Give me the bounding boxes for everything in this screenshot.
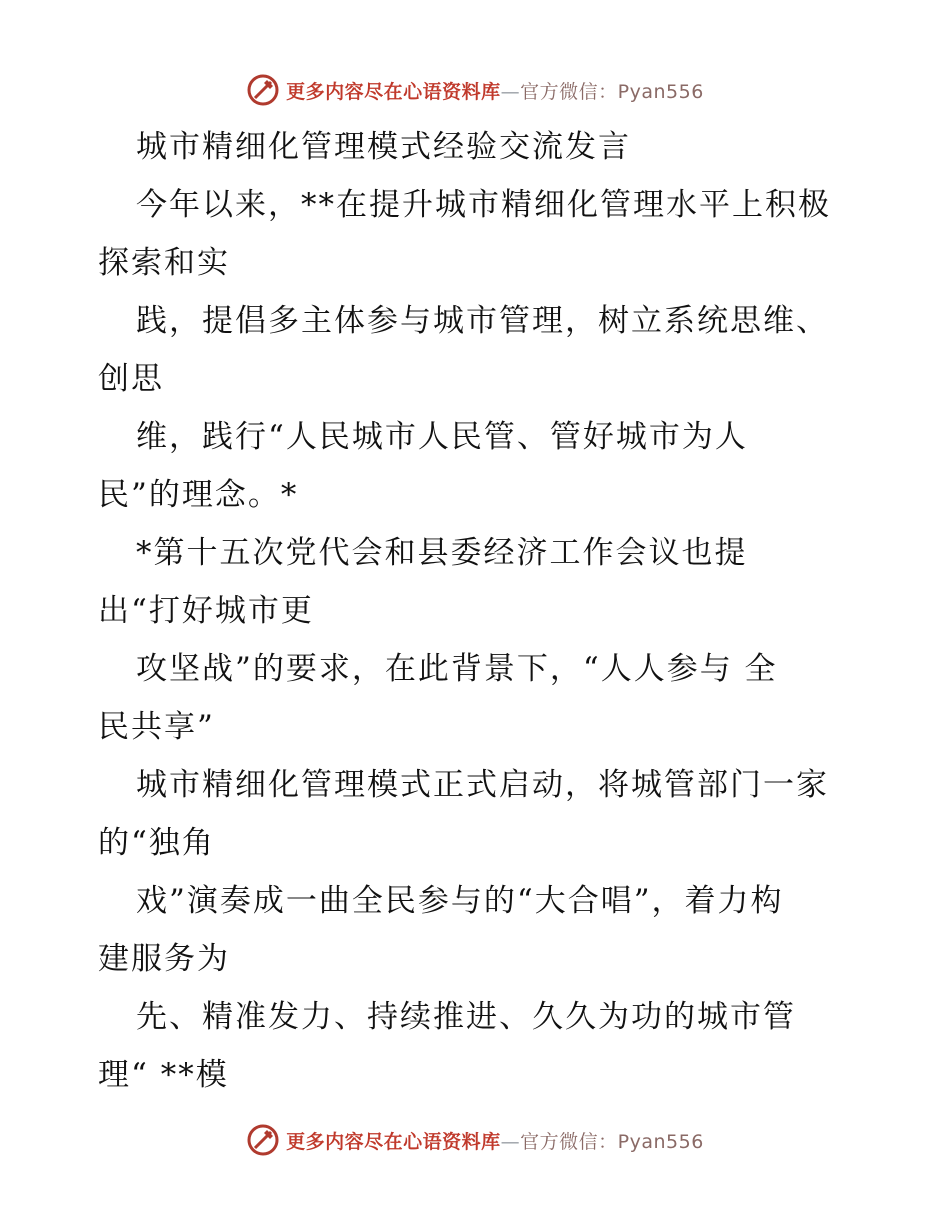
footer-banner (0, 1120, 950, 1160)
text-line: 出“打好城市更 (98, 593, 314, 629)
text-line: *第十五次党代会和县委经济工作会议也提 (136, 535, 748, 571)
banner-dash: — (500, 1130, 521, 1153)
text-line: 攻坚战”的要求，在此背景下，“人人参与 全 (136, 651, 778, 687)
header-banner (0, 70, 950, 110)
banner-text (286, 77, 704, 104)
text-line: 探索和实 (98, 245, 230, 281)
text-line: 创思 (98, 361, 164, 397)
banner-dash: — (500, 80, 521, 103)
banner-title: 更多内容尽在心语资料库 (286, 1130, 501, 1153)
document-title: 城市精细化管理模式经验交流发言 (136, 129, 631, 165)
text-line: 民共享” (98, 709, 215, 745)
banner-title: 更多内容尽在心语资料库 (286, 80, 501, 103)
text-line: 建服务为 (98, 941, 230, 977)
document-body (98, 118, 878, 1104)
text-line: 民”的理念。* (98, 477, 299, 513)
pen-logo-icon (246, 73, 280, 107)
text-line: 践，提倡多主体参与城市管理，树立系统思维、 (136, 303, 829, 339)
text-line: 城市精细化管理模式正式启动，将城管部门一家 (136, 767, 829, 803)
banner-wechat: 官方微信：Pyan556 (520, 80, 704, 103)
text-line: 理“ **模 (98, 1057, 229, 1093)
text-line: 今年以来，**在提升城市精细化管理水平上积极 (136, 187, 831, 223)
pen-logo-icon (246, 1123, 280, 1157)
text-line: 维，践行“人民城市人民管、管好城市为人 (136, 419, 748, 455)
banner-text (286, 1127, 704, 1154)
text-line: 先、精准发力、持续推进、久久为功的城市管 (136, 999, 796, 1035)
text-line: 的“独角 (98, 825, 215, 861)
text-line: 戏”演奏成一曲全民参与的“大合唱”，着力构 (136, 883, 784, 919)
banner-wechat: 官方微信：Pyan556 (520, 1130, 704, 1153)
